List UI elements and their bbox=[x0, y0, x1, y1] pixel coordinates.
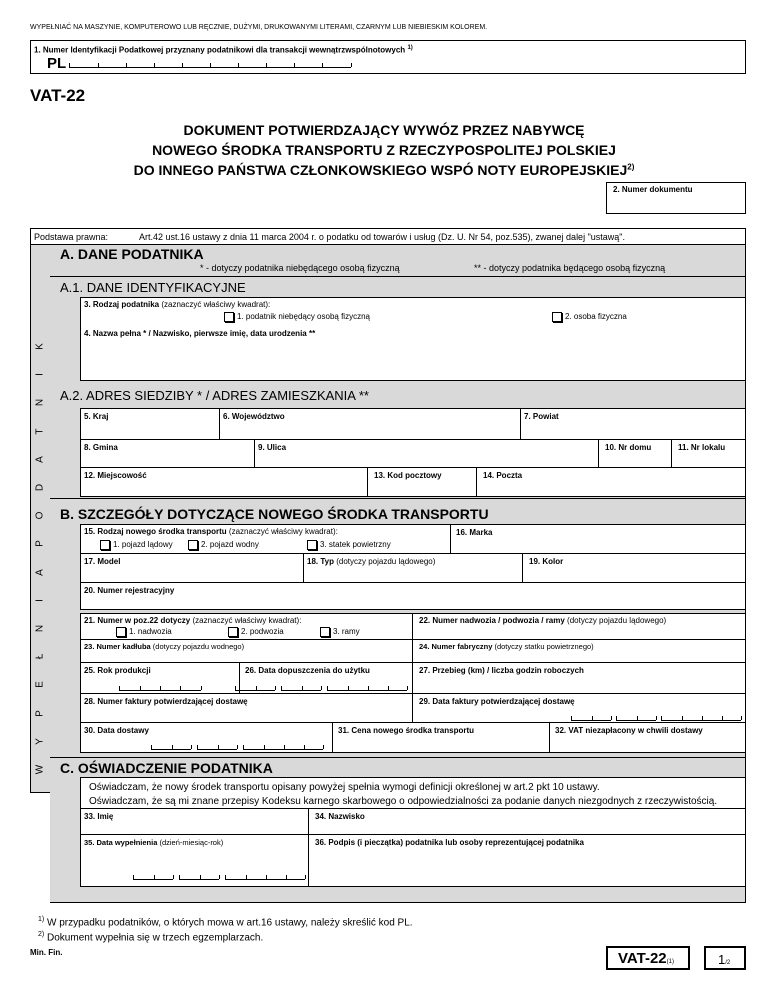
section-a-title: A. DANE PODATNIKA bbox=[60, 246, 204, 262]
field-27-mileage[interactable]: 27. Przebieg (km) / liczba godzin roboczych bbox=[412, 662, 746, 694]
vertical-letter: K bbox=[34, 343, 46, 350]
field-36-signature[interactable]: 36. Podpis (i pieczątka) podatnika lub osoby reprezentującej podatnika bbox=[308, 834, 746, 887]
vertical-letter: E bbox=[34, 681, 46, 689]
doc-number-field[interactable]: 2. Numer dokumentu bbox=[606, 182, 746, 214]
field-13-postal-code[interactable]: 13. Kod pocztowy bbox=[367, 467, 477, 497]
field-18-type[interactable]: 18. Typ (dotyczy pojazdu lądowego) bbox=[303, 553, 523, 583]
vertical-letter: A bbox=[34, 455, 46, 463]
vertical-letter: P bbox=[34, 540, 46, 548]
fill-instruction: WYPEŁNIAĆ NA MASZYNIE, KOMPUTEROWO LUB RĘCZNIE, DUŻYMI, DRUKOWANYMI LITERAMI, CZARNYM LUB NIEBIESKIM KOLOREM. bbox=[30, 24, 488, 31]
a2-title: A.2. ADRES SIEDZIBY * / ADRES ZAMIESZKANIA ** bbox=[60, 388, 369, 403]
vertical-letter: D bbox=[34, 483, 46, 492]
section-b-title: B. SZCZEGÓŁY DOTYCZĄCE NOWEGO ŚRODKA TRANSPORTU bbox=[60, 506, 489, 522]
vertical-letter: I bbox=[34, 598, 46, 602]
vertical-letter: N bbox=[34, 624, 46, 633]
section-c-title: C. OŚWIADCZENIE PODATNIKA bbox=[60, 760, 273, 776]
field-14-post-office[interactable]: 14. Poczta bbox=[476, 467, 746, 497]
field-26-admission-date[interactable]: 26. Data dopuszczenia do użytku bbox=[239, 662, 413, 694]
ministry-label: Min. Fin. bbox=[30, 948, 63, 957]
nip-prefix: PL bbox=[47, 55, 67, 72]
checkbox-water-vehicle[interactable] bbox=[188, 540, 198, 550]
page-number: 1/2 bbox=[704, 946, 746, 970]
title-line-3: DO INNEGO PAŃSTWA CZŁONKOWSKIEGO WSPÓ NOTY EUROPEJSKIEJ$^{2)}$ bbox=[133, 162, 635, 178]
vertical-letter: I bbox=[34, 373, 46, 377]
vertical-letter: Y bbox=[34, 737, 46, 745]
vertical-letter: W bbox=[34, 764, 46, 775]
checkbox-aircraft[interactable] bbox=[307, 540, 317, 550]
nip-box: 1. Numer Identyfikacji Podatkowej przyznany podatnikowi dla transakcji wewnątrzwspólnotowych $^{1)}$ PL bbox=[30, 41, 746, 74]
field-5-country[interactable]: 5. Kraj bbox=[80, 408, 220, 440]
field-31-price[interactable]: 31. Cena nowego środka transportu bbox=[332, 722, 550, 753]
field-7-county[interactable]: 7. Powiat bbox=[520, 408, 746, 440]
checkbox-non-physical[interactable] bbox=[224, 312, 234, 322]
field-20-registration-no[interactable]: 20. Numer rejestracyjny bbox=[80, 582, 746, 610]
checkbox-frame[interactable] bbox=[320, 627, 330, 637]
title-line-2: NOWEGO ŚRODKA TRANSPORTU Z RZECZYPOSPOLITEJ POLSKIEJ bbox=[152, 142, 616, 158]
field-34-last-name[interactable]: 34. Nazwisko bbox=[308, 808, 746, 835]
field-11-apartment-no[interactable]: 11. Nr lokalu bbox=[671, 439, 746, 468]
field-10-house-no[interactable]: 10. Nr domu bbox=[598, 439, 672, 468]
vertical-letter: Ł bbox=[34, 653, 46, 660]
field-3-taxpayer-type: 3. Rodzaj podatnika (zaznaczyć właściwy kwadrat): 1. podatnik niebędący osobą fizyczną 2. osoba fizyczna bbox=[80, 297, 746, 328]
field-8-municipality[interactable]: 8. Gmina bbox=[80, 439, 255, 468]
field-25-production-year[interactable]: 25. Rok produkcji bbox=[80, 662, 240, 694]
field-21-number-refers: 21. Numer w poz.22 dotyczy (zaznaczyć właściwy kwadrat): 1. nadwozia 2. podwozia 3. ramy bbox=[80, 613, 413, 640]
footnote-1: $^{1)}$ W przypadku podatników, o których mowa w art.16 ustawy, należy skreślić kod PL. bbox=[38, 916, 413, 929]
vertical-letter: O bbox=[34, 511, 46, 520]
a1-title: A.1. DANE IDENTYFIKACYJNE bbox=[60, 280, 246, 295]
checkbox-chassis[interactable] bbox=[228, 627, 238, 637]
field-24-factory-no[interactable]: 24. Numer fabryczny (dotyczy statku powietrznego) bbox=[412, 639, 746, 663]
field-4-name[interactable]: 4. Nazwa pełna * / Nazwisko, pierwsze imię, data urodzenia ** bbox=[80, 327, 746, 381]
field-9-street[interactable]: 9. Ulica bbox=[254, 439, 599, 468]
field-29-invoice-date[interactable]: 29. Data faktury potwierdzającej dostawę bbox=[412, 693, 746, 723]
note-non-physical: * - dotyczy podatnika niebędącego osobą fizyczną bbox=[200, 263, 400, 273]
field-6-voivodeship[interactable]: 6. Województwo bbox=[219, 408, 521, 440]
footer-form-code: VAT-22(1) bbox=[606, 946, 690, 970]
field-22-vin[interactable]: 22. Numer nadwozia / podwozia / ramy (dotyczy pojazdu lądowego) bbox=[412, 613, 746, 640]
title-line-1: DOKUMENT POTWIERDZAJĄCY WYWÓZ PRZEZ NABYWCĘ bbox=[183, 122, 585, 138]
field-16-make[interactable]: 16. Marka bbox=[450, 524, 746, 554]
vertical-letter: P bbox=[34, 709, 46, 717]
field-23-hull-no[interactable]: 23. Numer kadłuba (dotyczy pojazdu wodnego) bbox=[80, 639, 413, 663]
nip-input[interactable] bbox=[69, 63, 351, 68]
statement-1: Oświadczam, że nowy środek transportu opisany powyżej spełnia wymogi definicji określonej w art.2 pkt 10 ustawy. bbox=[89, 782, 600, 793]
field-30-delivery-date[interactable]: 30. Data dostawy bbox=[80, 722, 333, 753]
checkbox-land-vehicle[interactable] bbox=[100, 540, 110, 550]
field-28-invoice-no[interactable]: 28. Numer faktury potwierdzającej dostawę bbox=[80, 693, 413, 723]
note-physical: ** - dotyczy podatnika będącego osobą fizyczną bbox=[474, 263, 666, 273]
legal-basis-row: Podstawa prawna: Art.42 ust.16 ustawy z dnia 11 marca 2004 r. o podatku od towarów i usług (Dz. U. Nr 54, poz.535), zwanej dalej "ustawą". bbox=[30, 228, 746, 245]
field-15-transport-type: 15. Rodzaj nowego środka transportu (zaznaczyć właściwy kwadrat): 1. pojazd lądowy 2. pojazd wodny 3. statek powietrzny bbox=[80, 524, 451, 554]
checkbox-physical-person[interactable] bbox=[552, 312, 562, 322]
field-35-fill-date[interactable]: 35. Data wypełnienia (dzień-miesiąc-rok) bbox=[80, 834, 309, 887]
vertical-letter: T bbox=[34, 428, 46, 435]
field-32-vat-unpaid[interactable]: 32. VAT niezapłacony w chwili dostawy bbox=[549, 722, 746, 753]
form-code: VAT-22 bbox=[30, 86, 86, 105]
statement-box bbox=[80, 777, 746, 809]
field-19-color[interactable]: 19. Kolor bbox=[522, 553, 746, 583]
footnote-2: $^{2)}$ Dokument wypełnia się w trzech egzemplarzach. bbox=[38, 931, 264, 944]
nip-label: 1. Numer Identyfikacji Podatkowej przyznany podatnikowi dla transakcji wewnątrzwspólnotowych bbox=[34, 45, 406, 55]
field-17-model[interactable]: 17. Model bbox=[80, 553, 304, 583]
vertical-letter: A bbox=[34, 568, 46, 576]
checkbox-body[interactable] bbox=[116, 627, 126, 637]
vertical-letter: N bbox=[34, 399, 46, 407]
statement-2: Oświadczam, że są mi znane przepisy Kodeksu karnego skarbowego o odpowiedzialności za podanie danych niezgodnych z rzeczywistością. bbox=[89, 796, 718, 807]
field-33-first-name[interactable]: 33. Imię bbox=[80, 808, 309, 835]
field-12-city[interactable]: 12. Miejscowość bbox=[80, 467, 368, 497]
